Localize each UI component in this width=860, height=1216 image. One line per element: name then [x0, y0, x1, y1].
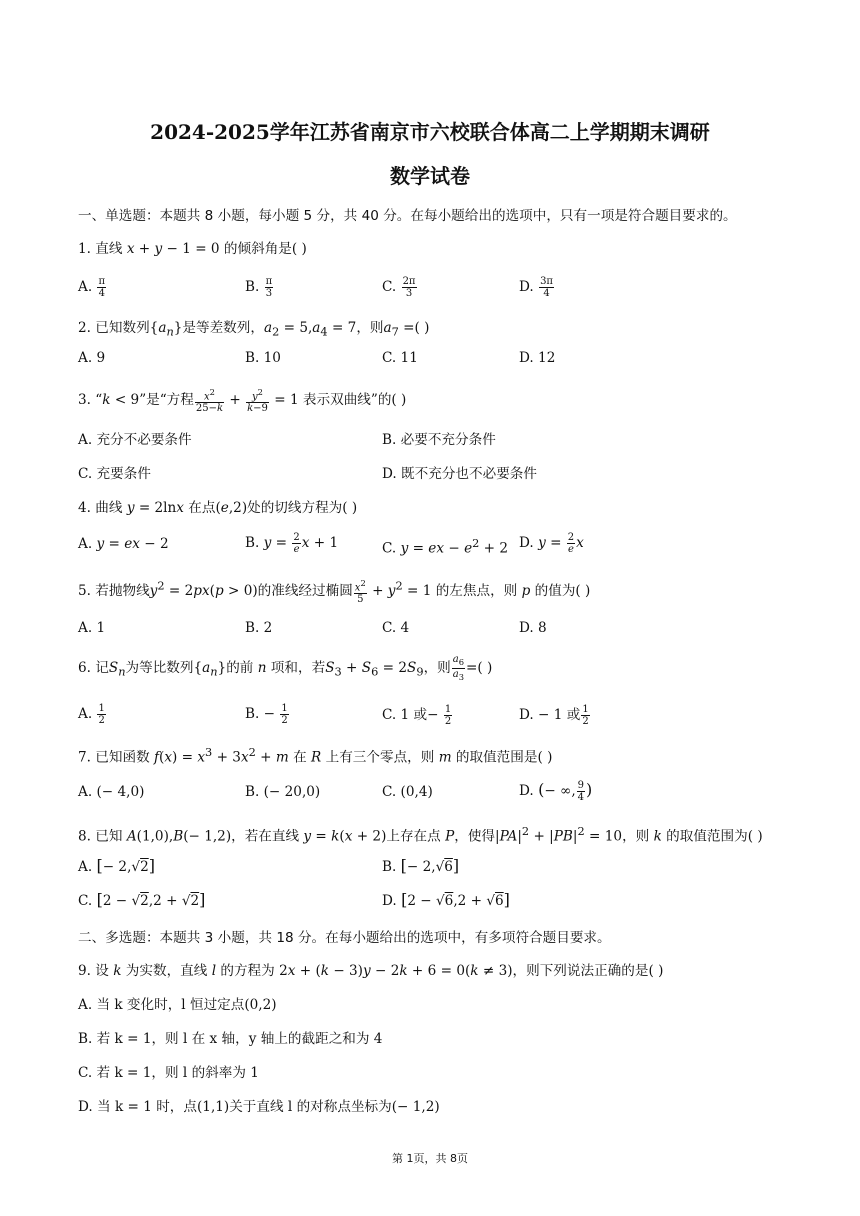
question-5: 5. 若抛物线$y^2 = 2px(p > 0)$的准线经过椭圆 $\frac{x^2}{5}$ + $y^2 = 1$ 的左焦点，则 p 的值为( ) — [78, 578, 591, 606]
question-8: 8. 已知 A(1,0),B(− 1,2)，若在直线 y = k(x + 2)上存在点 P，使得$|PA|^2 + |PB|^2 = 10$，则 k 的取值范围为( ) — [78, 824, 763, 845]
q8-option-a: A. [− 2,√2] — [78, 856, 155, 875]
q6-option-c: C. 1 或− $\frac{1}{2}$ — [382, 704, 452, 727]
q3-option-d: D. 既不充分也不必要条件 — [382, 466, 537, 482]
question-4: 4. 曲线 y = 2lnx 在点(e,2)处的切线方程为( ) — [78, 500, 358, 516]
q9-option-b: B. 若 k = 1，则 l 在 x 轴，y 轴上的截距之和为 4 — [78, 1031, 383, 1047]
q2-option-c: C. 11 — [382, 350, 418, 366]
q2-option-a: A. 9 — [78, 350, 106, 366]
q7-option-a: A. (− 4,0) — [78, 784, 145, 800]
q4-option-a: A. y = ex − 2 — [78, 536, 169, 552]
section-single-choice: 一、单选题：本题共 8 小题，每小题 5 分，共 40 分。在每小题给出的选项中，只有一项是符合题目要求的。 — [78, 208, 737, 224]
section-multiple-choice: 二、多选题：本题共 3 小题，共 18 分。在每小题给出的选项中，有多项符合题目要求。 — [78, 930, 611, 946]
q8-option-b: B. [− 2,√6] — [382, 856, 460, 875]
exam-subtitle: 数学试卷 — [390, 164, 470, 188]
q4-option-d: D. y = $\frac{2}{e}$ x — [519, 532, 584, 555]
q8-option-c: C. [2 − √2,2 + √2] — [78, 890, 206, 909]
question-2: 2. 已知数列$\{a_n\}$是等差数列，$a_2 = 5,a_4 = 7$，则$a_7$ =( ) — [78, 320, 430, 339]
q5-option-d: D. 8 — [519, 620, 547, 636]
q3-option-c: C. 充要条件 — [78, 466, 151, 482]
q7-option-c: C. (0,4) — [382, 784, 433, 800]
q3-option-a: A. 充分不必要条件 — [78, 432, 192, 448]
question-7: 7. 已知函数 $f(x) = x^3 + 3x^2 + m$ 在 R 上有三个零点，则 m 的取值范围是( ) — [78, 745, 553, 766]
q8-option-d: D. [2 − √6,2 + √6] — [382, 890, 510, 909]
q9-option-d: D. 当 k = 1 时，点(1,1)关于直线 l 的对称点坐标为(− 1,2) — [78, 1099, 440, 1115]
q5-option-c: C. 4 — [382, 620, 410, 636]
q1-option-a: A. $\frac{\pi}{4}$ — [78, 276, 106, 299]
question-9: 9. 设 k 为实数，直线 l 的方程为 2x + (k − 3)y − 2k + 6 = 0(k ≠ 3)，则下列说法正确的是( ) — [78, 963, 664, 979]
q9-option-a: A. 当 k 变化时，l 恒过定点(0,2) — [78, 997, 277, 1013]
q4-option-b: B. y = $\frac{2}{e}$ x + 1 — [245, 532, 339, 555]
q7-option-d: D. (− ∞, $\frac{9}{4}$ ) — [519, 780, 593, 803]
exam-title: 2024-2025学年江苏省南京市六校联合体高二上学期期末调研 — [150, 120, 710, 144]
question-1: 1. 直线 x + y − 1 = 0 的倾斜角是( ) — [78, 241, 307, 257]
question-3: 3. “k < 9”是“方程 $\frac{x^2}{25-k}$ + $\frac{y^2}{k-9}$ = 1 表示双曲线”的( ) — [78, 387, 407, 415]
q3-option-b: B. 必要不充分条件 — [382, 432, 496, 448]
q6-option-a: A. $\frac{1}{2}$ — [78, 703, 105, 726]
page-footer: 第 1页，共 8页 — [392, 1152, 468, 1165]
q6-option-b: B. − $\frac{1}{2}$ — [245, 703, 288, 726]
q4-option-c: C. y = ex − $e^2 + 2$ — [382, 536, 509, 557]
q9-option-c: C. 若 k = 1，则 l 的斜率为 1 — [78, 1065, 259, 1081]
q5-option-b: B. 2 — [245, 620, 273, 636]
q2-option-b: B. 10 — [245, 350, 281, 366]
q6-option-d: D. − 1 或 $\frac{1}{2}$ — [519, 704, 589, 727]
q1-option-d: D. $\frac{3\pi}{4}$ — [519, 276, 553, 299]
q1-option-b: B. $\frac{\pi}{3}$ — [245, 276, 273, 299]
question-6: 6. 记$S_n$为等比数列$\{a_n\}$的前 n 项和，若$S_3 + S_6 = 2S_9$，则 $\frac{a_6}{a_3}$ =( ) — [78, 654, 493, 682]
q1-option-c: C. $\frac{2\pi}{3}$ — [382, 276, 416, 299]
q2-option-d: D. 12 — [519, 350, 556, 366]
q7-option-b: B. (− 20,0) — [245, 784, 321, 800]
q5-option-a: A. 1 — [78, 620, 106, 636]
